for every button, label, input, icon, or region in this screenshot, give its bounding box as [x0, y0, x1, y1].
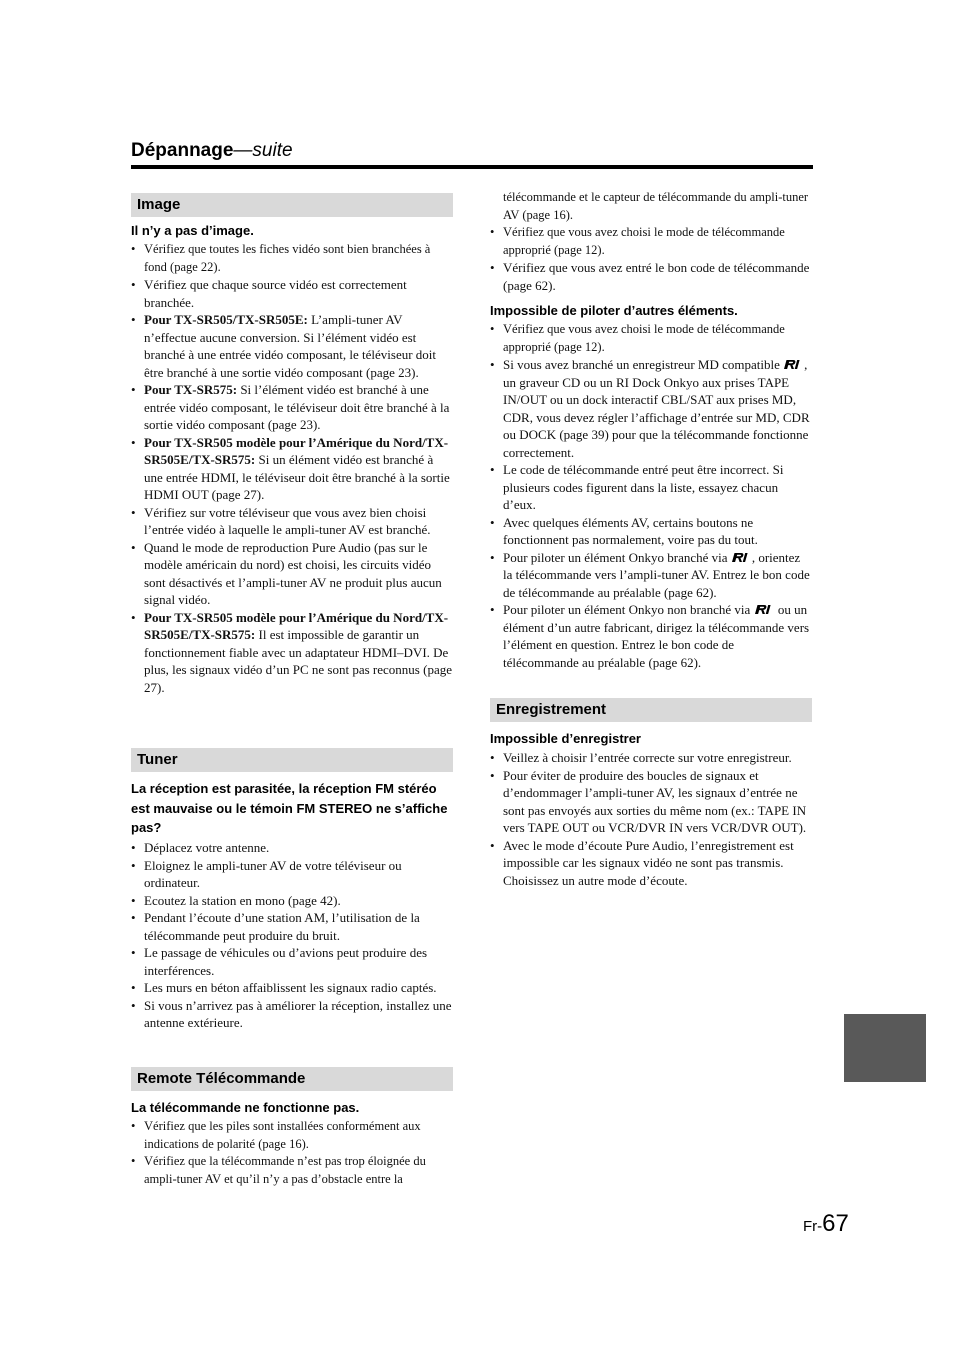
- title-suffix: —suite: [233, 140, 293, 161]
- remote-checklist-cont: [490, 224, 812, 294]
- section-heading-recording: [490, 698, 812, 722]
- list-item: • Pendant l’écoute d’une station AM, l’utilisation de la télécommande peut produire du bruit.: [131, 909, 453, 944]
- remote-checklist: [131, 1118, 453, 1188]
- list-item: • Vérifiez que vous avez entré le bon code de télécommande (page 62).: [490, 259, 812, 294]
- section-title: Enregistrement: [496, 701, 607, 718]
- list-item: • Eloignez le ampli-tuner AV de votre téléviseur ou ordinateur.: [131, 857, 453, 892]
- recording-checklist: [490, 749, 812, 889]
- continued-text: télécommande et le capteur de télécommande du ampli-tuner AV (page 16).: [503, 190, 809, 222]
- ri-logo-icon: [783, 359, 802, 370]
- question-remote-not-working: La télécommande ne fonctionne pas.: [131, 1100, 360, 1115]
- list-item: • Quand le mode de reproduction Pure Audio (pas sur le modèle américain du nord) est choisi, les circuits vidéo sont désactivés et l’ampli-tuner AV ne produit plus aucun signal vidéo.: [131, 539, 453, 609]
- list-item: • Avec quelques éléments AV, certains boutons ne fonctionnent pas normalement, voire pas du tout.: [490, 514, 812, 549]
- section-title: Remote Télécommande: [137, 1070, 306, 1087]
- page-number: Fr-67: [803, 1210, 849, 1237]
- list-item: • Vérifiez que vous avez choisi le mode de télécommande approprié (page 12).: [490, 321, 812, 356]
- list-item: • Ecoutez la station en mono (page 42).: [131, 892, 453, 910]
- list-item: • Pour TX-SR575: Si l’élément vidéo est branché à une entrée vidéo composant, le téléviseur doit être branché à la sortie vidéo composant (page 23).: [131, 381, 453, 434]
- section-heading-image: [131, 193, 453, 217]
- list-item: • Veillez à choisir l’entrée correcte sur votre enregistreur.: [490, 749, 812, 767]
- list-item: • Vérifiez que la télécommande n’est pas trop éloignée du ampli-tuner AV et qu’il n’y a pas d’obstacle entre la: [131, 1153, 453, 1188]
- list-item: • Vérifiez que chaque source vidéo est correctement branchée.: [131, 276, 453, 311]
- section-heading-remote: [131, 1067, 453, 1091]
- question-fm-reception: La réception est parasitée, la réception FM stéréo est mauvaise ou le témoin FM STEREO ne s’affiche pas?: [131, 781, 448, 835]
- question-cannot-record: Impossible d’enregistrer: [490, 731, 641, 746]
- list-item: • Pour piloter un élément Onkyo branché via , orientez la télécommande vers l’ampli-tuner AV. Entrez le bon code de télécommande au préalable (page 62).: [490, 549, 812, 602]
- question-other-devices: Impossible de piloter d’autres éléments.: [490, 303, 738, 318]
- chapter-tab: [844, 1014, 926, 1082]
- list-item: • Pour piloter un élément Onkyo non branché via ou un élément d’un autre fabricant, dirigez la télécommande vers l’élément en question. Entrez le bon code de télécommande au préalable (page 62).: [490, 601, 812, 671]
- section-heading-tuner: [131, 748, 453, 772]
- page-title: [131, 140, 813, 162]
- ri-logo-icon: [731, 552, 750, 563]
- title-main: Dépannage: [131, 140, 234, 161]
- list-item: • Les murs en béton affaiblissent les signaux radio captés.: [131, 979, 453, 997]
- section-title: Tuner: [137, 751, 178, 768]
- list-item: • Si vous n’arrivez pas à améliorer la réception, installez une antenne extérieure.: [131, 997, 453, 1032]
- ri-logo-icon: [754, 604, 773, 615]
- other-devices-checklist: [490, 321, 812, 671]
- list-item: • Vérifiez que les piles sont installées conformément aux indications de polarité (page 16).: [131, 1118, 453, 1153]
- list-item: • Pour TX-SR505 modèle pour l’Amérique du Nord/TX-SR505E/TX-SR575: Il est impossible de garantir un fonctionnement fiable avec un adaptateur HDMI–DVI. De plus, les signaux vidéo d’un PC ne sont pas reconnus (page 27).: [131, 609, 453, 697]
- list-item: • Le code de télécommande entré peut être incorrect. Si plusieurs codes figurent dans la liste, essayez chacun d’eux.: [490, 461, 812, 514]
- list-item: • Si vous avez branché un enregistreur MD compatible , un graveur CD ou un RI Dock Onkyo aux prises TAPE IN/OUT ou un dock interactif CBL/SAT aux prises MD, CDR, vous devez régler l’affichage d’entrée sur MD, CDR ou DOCK (page 39) pour que la télécommande fonctionne correctement.: [490, 356, 812, 461]
- list-item: • Avec le mode d’écoute Pure Audio, l’enregistrement est impossible car les signaux vidéo ne sont pas transmis. Choisissez un autre mode d’écoute.: [490, 837, 812, 890]
- list-item: • Pour TX-SR505 modèle pour l’Amérique du Nord/TX-SR505E/TX-SR575: Si un élément vidéo est branché à une entrée HDMI, le téléviseur doit être branché à la sortie HDMI OUT (page 27).: [131, 434, 453, 504]
- header-rule: [131, 165, 813, 169]
- question-no-image: Il n’y a pas d’image.: [131, 223, 254, 238]
- tuner-checklist: [131, 839, 453, 1032]
- list-item: • Déplacez votre antenne.: [131, 839, 453, 857]
- section-title: Image: [137, 196, 181, 213]
- list-item: • Le passage de véhicules ou d’avions peut produire des interférences.: [131, 944, 453, 979]
- list-item: • Pour TX-SR505/TX-SR505E: L’ampli-tuner AV n’effectue aucune conversion. Si l’élément vidéo est branché à une entrée vidéo composant, le téléviseur doit être branché à une sortie vidéo composant (page 23).: [131, 311, 453, 381]
- list-item: • Vérifiez sur votre téléviseur que vous avez bien choisi l’entrée vidéo à laquelle le ampli-tuner AV est branché.: [131, 504, 453, 539]
- page-header: [131, 140, 813, 162]
- image-checklist: [131, 241, 453, 696]
- list-item: • Pour éviter de produire des boucles de signaux et d’endommager l’ampli-tuner AV, les signaux d’entrée ne sont pas envoyés aux sorties du même nom (ex.: TAPE IN vers TAPE OUT ou VCR/DVR IN vers VCR/DVR OUT).: [490, 767, 812, 837]
- list-item: • Vérifiez que toutes les fiches vidéo sont bien branchées à fond (page 22).: [131, 241, 453, 276]
- list-item: • Vérifiez que vous avez choisi le mode de télécommande approprié (page 12).: [490, 224, 812, 259]
